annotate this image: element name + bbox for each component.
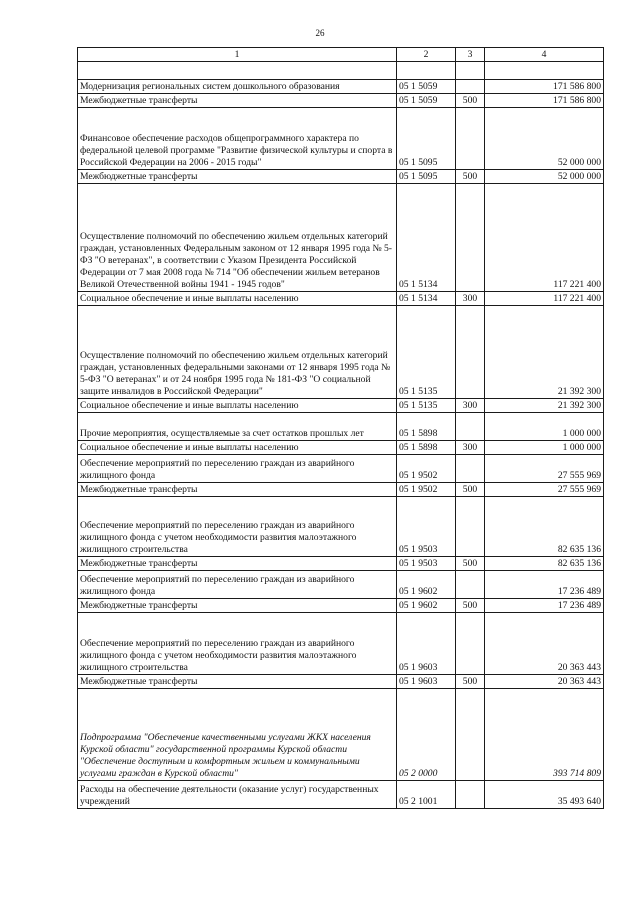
column-header-2: 2 <box>397 48 456 62</box>
table-row <box>78 184 604 292</box>
table-row <box>78 599 604 613</box>
row-expense-type <box>456 413 485 441</box>
row-description: Обеспечение мероприятий по переселению граждан из аварийного жилищного фонда <box>78 455 397 483</box>
spacer-row <box>78 62 604 80</box>
row-code: 05 1 9603 <box>397 675 456 689</box>
row-code: 05 2 0000 <box>397 689 456 781</box>
row-code: 05 2 1001 <box>397 781 456 809</box>
row-amount: 1 000 000 <box>485 441 604 455</box>
row-amount: 27 555 969 <box>485 455 604 483</box>
row-description: Межбюджетные трансферты <box>78 599 397 613</box>
column-header-3: 3 <box>456 48 485 62</box>
row-amount: 27 555 969 <box>485 483 604 497</box>
row-amount: 1 000 000 <box>485 413 604 441</box>
table-row <box>78 675 604 689</box>
row-code: 05 1 9503 <box>397 497 456 557</box>
row-description: Обеспечение мероприятий по переселению граждан из аварийного жилищного фонда <box>78 571 397 599</box>
row-description: Межбюджетные трансферты <box>78 557 397 571</box>
table-row <box>78 80 604 94</box>
row-expense-type: 500 <box>456 557 485 571</box>
row-code: 05 1 5135 <box>397 399 456 413</box>
table-row <box>78 94 604 108</box>
table-row <box>78 108 604 170</box>
row-amount: 21 392 300 <box>485 306 604 399</box>
row-description: Социальное обеспечение и иные выплаты населению <box>78 399 397 413</box>
row-amount: 171 586 800 <box>485 80 604 94</box>
row-expense-type <box>456 306 485 399</box>
row-code: 05 1 5898 <box>397 413 456 441</box>
row-expense-type <box>456 80 485 94</box>
row-expense-type: 300 <box>456 292 485 306</box>
row-expense-type <box>456 613 485 675</box>
table-row <box>78 306 604 399</box>
table-row <box>78 441 604 455</box>
row-amount: 171 586 800 <box>485 94 604 108</box>
row-description: Модернизация региональных систем дошкольного образования <box>78 80 397 94</box>
row-expense-type <box>456 455 485 483</box>
row-expense-type <box>456 781 485 809</box>
table-row <box>78 483 604 497</box>
row-code: 05 1 5134 <box>397 184 456 292</box>
row-code: 05 1 5095 <box>397 170 456 184</box>
row-code: 05 1 9502 <box>397 483 456 497</box>
row-code: 05 1 9603 <box>397 613 456 675</box>
row-code: 05 1 5898 <box>397 441 456 455</box>
row-amount: 17 236 489 <box>485 599 604 613</box>
row-code: 05 1 5134 <box>397 292 456 306</box>
row-description: Социальное обеспечение и иные выплаты населению <box>78 292 397 306</box>
row-description: Обеспечение мероприятий по переселению граждан из аварийного жилищного фонда с учетом необходимости развития малоэтажного жилищного строительства <box>78 497 397 557</box>
table-row <box>78 413 604 441</box>
row-description: Межбюджетные трансферты <box>78 483 397 497</box>
row-expense-type <box>456 571 485 599</box>
row-expense-type <box>456 689 485 781</box>
table-row <box>78 571 604 599</box>
row-expense-type <box>456 108 485 170</box>
row-description: Межбюджетные трансферты <box>78 94 397 108</box>
row-code: 05 1 9602 <box>397 571 456 599</box>
row-expense-type <box>456 497 485 557</box>
row-amount: 35 493 640 <box>485 781 604 809</box>
table-row <box>78 455 604 483</box>
row-amount: 117 221 400 <box>485 292 604 306</box>
row-code: 05 1 5059 <box>397 94 456 108</box>
row-code: 05 1 9503 <box>397 557 456 571</box>
row-expense-type: 500 <box>456 599 485 613</box>
row-description: Финансовое обеспечение расходов общепрограммного характера по федеральной целевой программе "Развитие физической культуры и спорта в Российской Федерации на 2006 - 2015 годы" <box>78 108 397 170</box>
row-amount: 20 363 443 <box>485 675 604 689</box>
table-row <box>78 613 604 675</box>
row-code: 05 1 5095 <box>397 108 456 170</box>
row-description: Межбюджетные трансферты <box>78 170 397 184</box>
row-expense-type: 500 <box>456 483 485 497</box>
row-amount: 82 635 136 <box>485 497 604 557</box>
table-row <box>78 497 604 557</box>
row-code: 05 1 5059 <box>397 80 456 94</box>
table-row-subprogram <box>78 689 604 781</box>
row-code: 05 1 9602 <box>397 599 456 613</box>
table-row <box>78 292 604 306</box>
row-description: Социальное обеспечение и иные выплаты населению <box>78 441 397 455</box>
row-amount: 52 000 000 <box>485 170 604 184</box>
row-expense-type <box>456 184 485 292</box>
row-description: Расходы на обеспечение деятельности (оказание услуг) государственных учреждений <box>78 781 397 809</box>
row-description: Прочие мероприятия, осуществляемые за счет остатков прошлых лет <box>78 413 397 441</box>
row-description: Осуществление полномочий по обеспечению жильем отдельных категорий граждан, установленных Федеральным законом от 12 января 1995 года № 5-ФЗ "О ветеранах", в соответствии с Указом Президента Российской Федерации от 7 мая 2008 года № 714 "Об обеспечении жильем ветеранов Великой Отечественной войны 1941 - 1945 годов" <box>78 184 397 292</box>
table-row <box>78 399 604 413</box>
table-row <box>78 170 604 184</box>
row-amount: 82 635 136 <box>485 557 604 571</box>
table-row <box>78 781 604 809</box>
row-amount: 21 392 300 <box>485 399 604 413</box>
column-header-4: 4 <box>485 48 604 62</box>
row-description: Подпрограмма "Обеспечение качественными услугами ЖКХ населения Курской области" государственной программы Курской области "Обеспечение доступным и комфортным жильем и коммунальными услугами граждан в Курской области" <box>78 689 397 781</box>
row-description: Осуществление полномочий по обеспечению жильем отдельных категорий граждан, установленных федеральными законами от 12 января 1995 года № 5-ФЗ "О ветеранах" и от 24 ноября 1995 года № 181-ФЗ "О социальной защите инвалидов в Российской Федерации" <box>78 306 397 399</box>
row-description: Обеспечение мероприятий по переселению граждан из аварийного жилищного фонда с учетом необходимости развития малоэтажного жилищного строительства <box>78 613 397 675</box>
row-expense-type: 300 <box>456 399 485 413</box>
budget-table <box>77 47 604 809</box>
row-code: 05 1 5135 <box>397 306 456 399</box>
row-description: Межбюджетные трансферты <box>78 675 397 689</box>
row-amount: 52 000 000 <box>485 108 604 170</box>
row-expense-type: 500 <box>456 675 485 689</box>
row-amount: 393 714 809 <box>485 689 604 781</box>
column-header-1: 1 <box>78 48 397 62</box>
row-code: 05 1 9502 <box>397 455 456 483</box>
page-number: 26 <box>315 28 325 38</box>
row-amount: 17 236 489 <box>485 571 604 599</box>
row-expense-type: 500 <box>456 94 485 108</box>
row-amount: 20 363 443 <box>485 613 604 675</box>
row-expense-type: 500 <box>456 170 485 184</box>
row-expense-type: 300 <box>456 441 485 455</box>
table-row <box>78 557 604 571</box>
table-header-row <box>78 48 604 62</box>
row-amount: 117 221 400 <box>485 184 604 292</box>
